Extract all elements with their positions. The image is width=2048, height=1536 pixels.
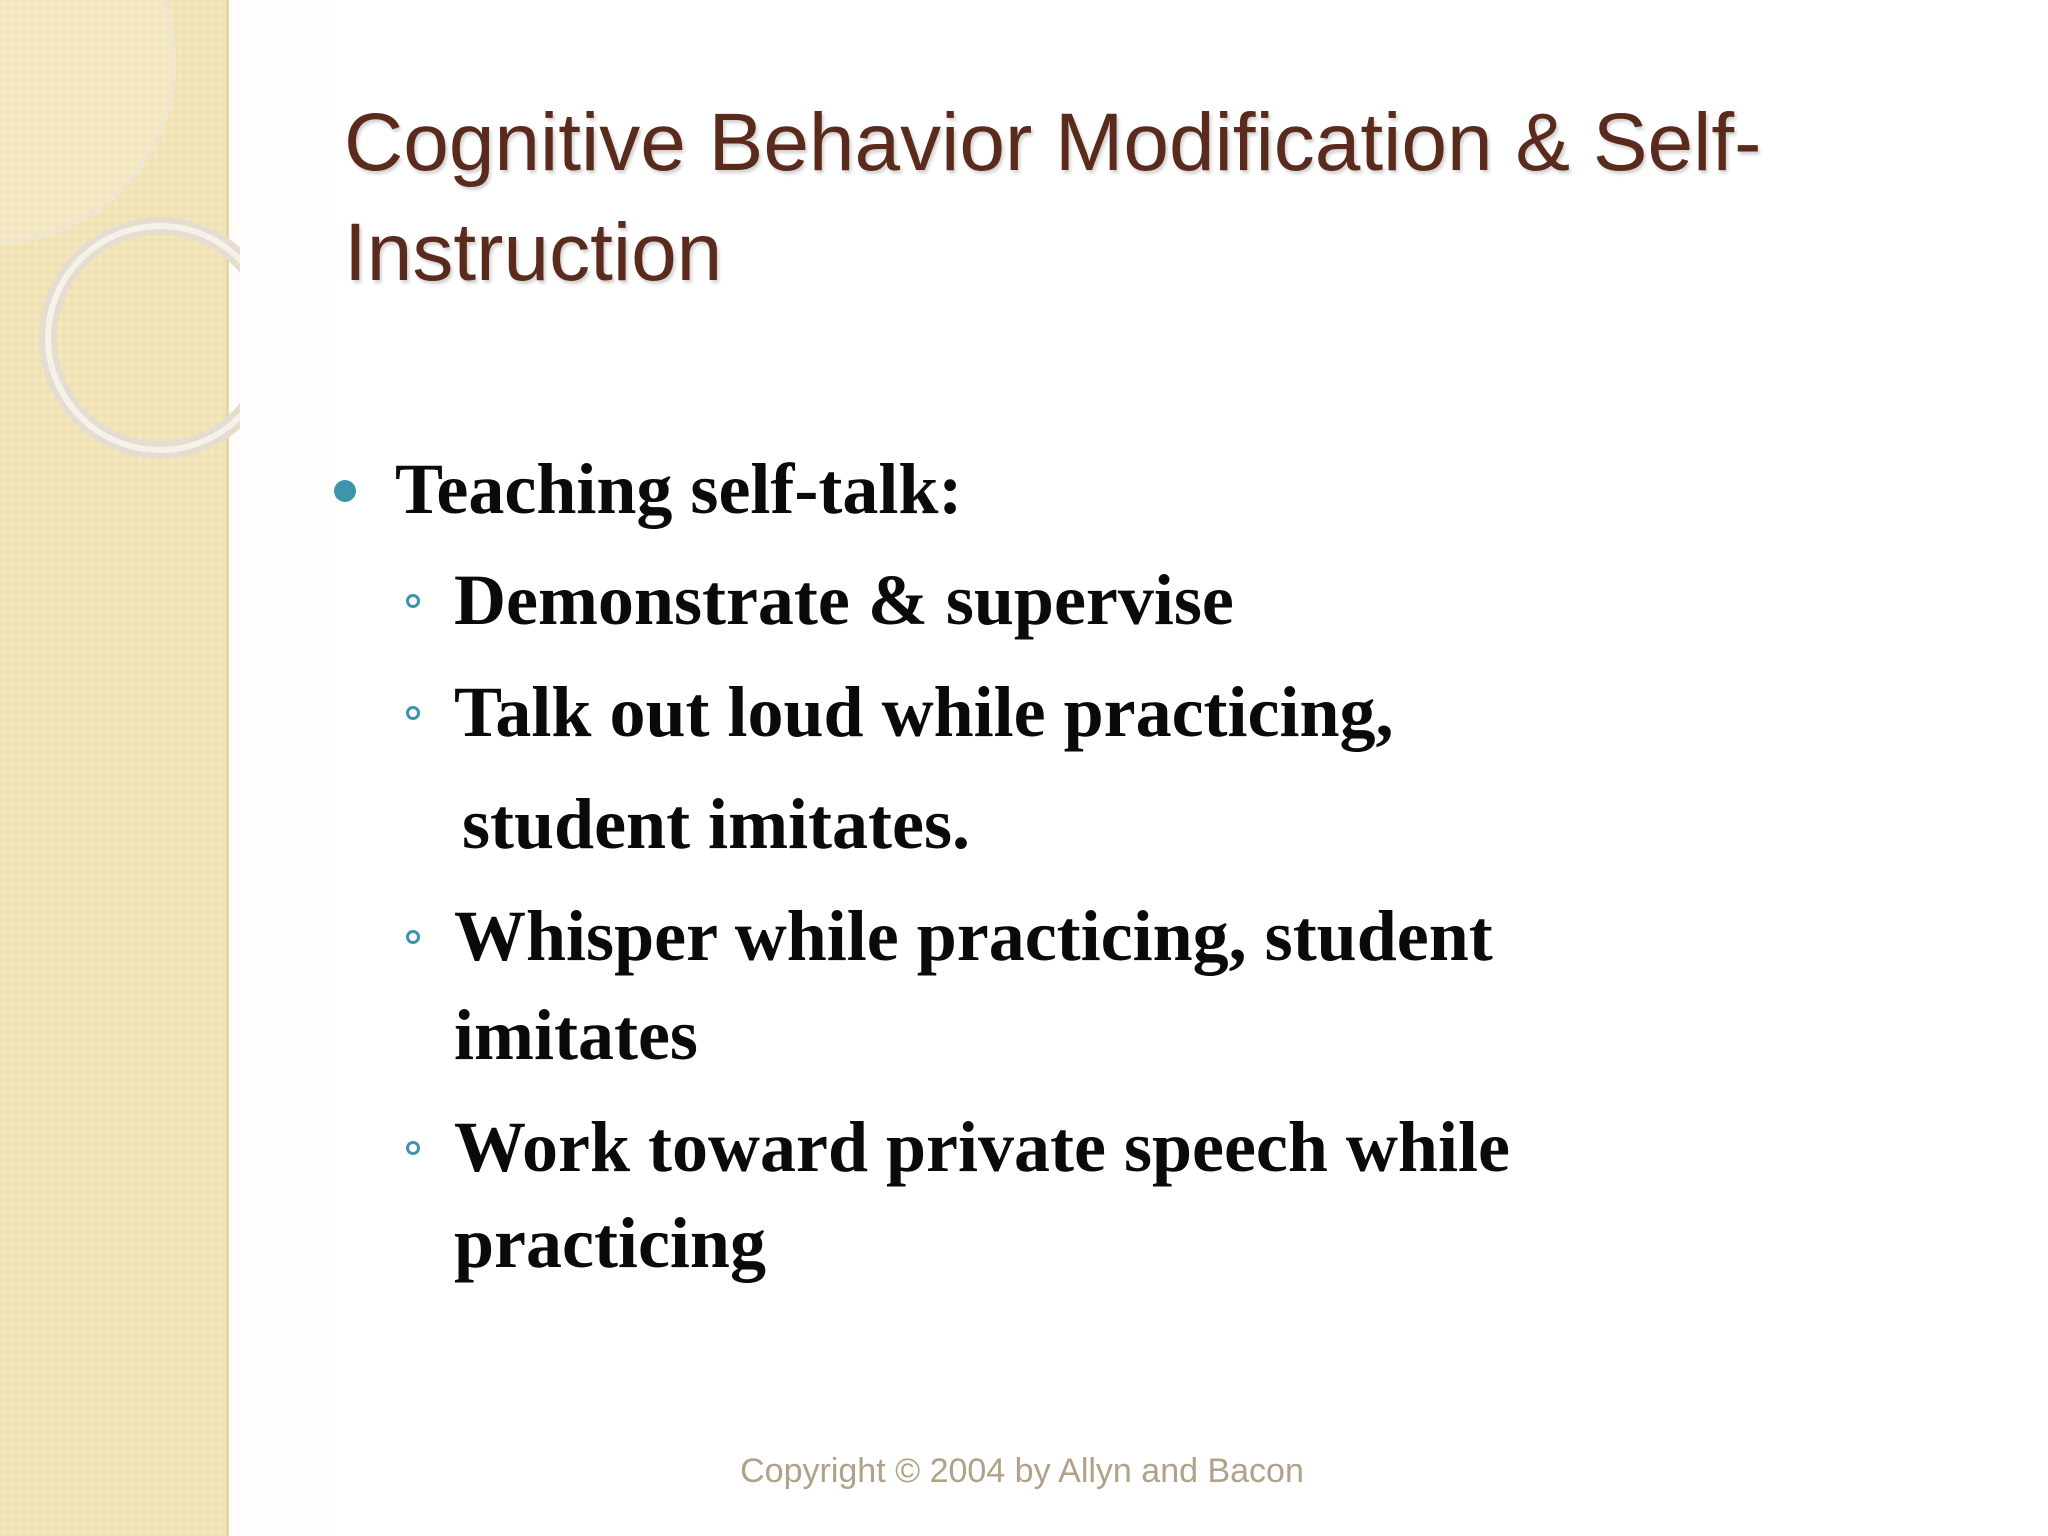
sub-bullet-ring-icon [406,594,420,608]
sub-bullet-demonstrate: Demonstrate & supervise [454,560,1234,640]
slide-title: Cognitive Behavior Modification & Self-Instruction [344,97,1762,298]
copyright-text: Copyright © 2004 by Allyn and Bacon [740,1452,1304,1490]
sub-bullet-talk-out-loud: Talk out loud while practicing, [454,672,1394,752]
sub-bullet-whisper-line2: imitates [454,995,698,1075]
sub-bullet-continuation-student-imitates: student imitates. [462,784,970,864]
copyright-footer [0,1452,2048,1491]
sub-bullet-ring-icon [406,1141,420,1155]
sub-bullet-whisper-line1: Whisper while practicing, student [454,896,1493,976]
sub-bullet-ring-icon [406,930,420,944]
sub-bullet-ring-icon [406,706,420,720]
bullet-item-teaching-self-talk: Teaching self-talk: [395,449,963,529]
sub-bullet-private-speech-line2: practicing [454,1203,766,1283]
sub-bullet-private-speech-line1: Work toward private speech while [454,1107,1510,1187]
bullet-dot-icon [334,480,356,502]
